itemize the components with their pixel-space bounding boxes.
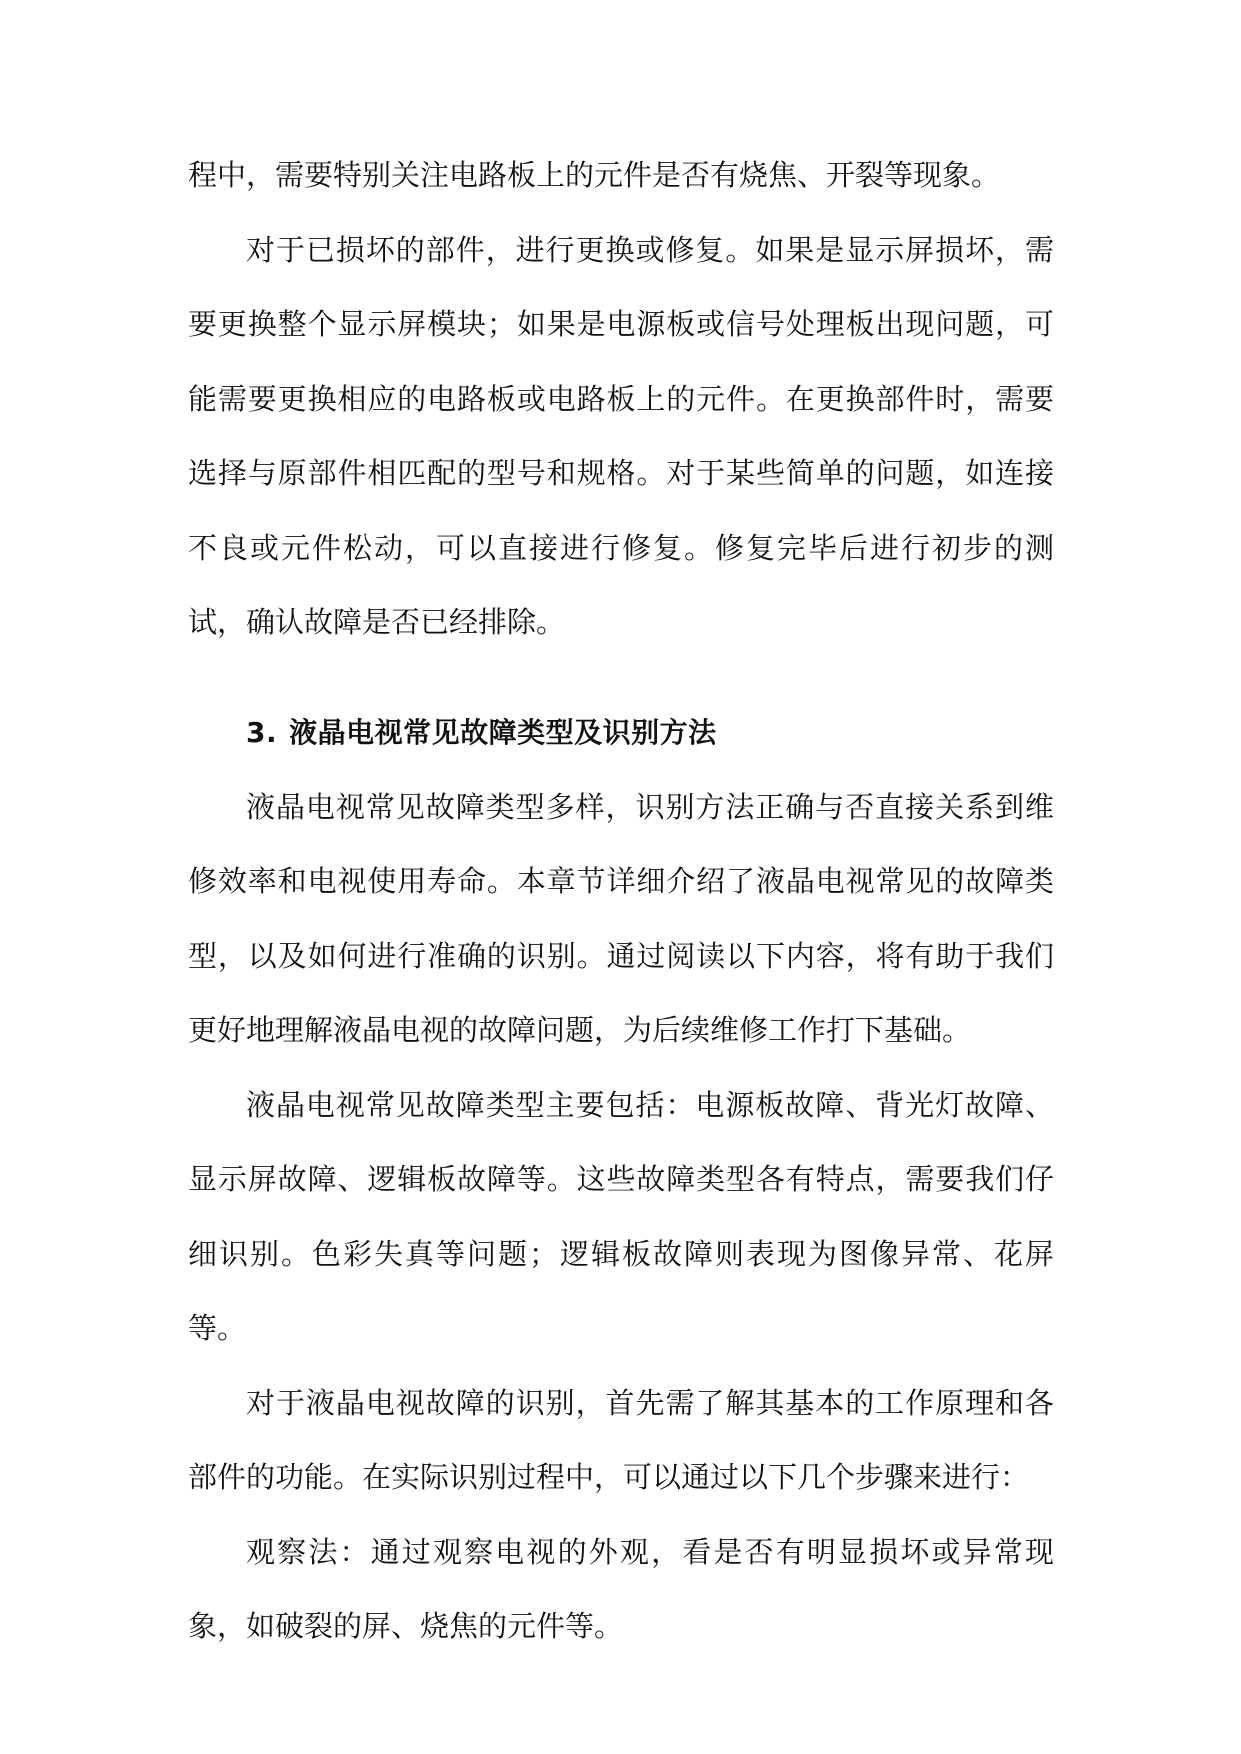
paragraph-identification-steps: 对于液晶电视故障的识别，首先需了解其基本的工作原理和各部件的功能。在实际识别过程中，可以通过以下几个步骤来进行： [188,1385,1054,1494]
paragraph-fault-types: 液晶电视常见故障类型主要包括：电源板故障、背光灯故障、显示屏故障、逻辑板故障等。这些故障类型各有特点，需要我们仔细识别。色彩失真等问题；逻辑板故障则表现为图像异常、花屏等。 [188,1087,1054,1345]
paragraph-continuation: 程中，需要特别关注电路板上的元件是否有烧焦、开裂等现象。 [188,158,1001,192]
paragraph-observation-method: 观察法：通过观察电视的外观，看是否有明显损坏或异常现象，如破裂的屏、烧焦的元件等。 [188,1534,1054,1643]
section-spacer [188,660,1054,696]
paragraph-repair-replacement: 对于已损坏的部件，进行更换或修复。如果是显示屏损坏，需要更换整个显示屏模块；如果是电源板或信号处理板出现问题，可能需要更换相应的电路板或电路板上的元件。在更换部件时，需要选择与原部件相匹配的型号和规格。对于某些简单的问题，如连接不良或元件松动，可以直接进行修复。修复完毕后进行初步的测试，确认故障是否已经排除。 [188,232,1054,639]
section-number: 3. [246,715,278,749]
paragraph-intro: 液晶电视常见故障类型多样，识别方法正确与否直接关系到维修效率和电视使用寿命。本章节详细介绍了液晶电视常见的故障类型，以及如何进行准确的识别。通过阅读以下内容，将有助于我们更好地理解液晶电视的故障问题，为后续维修工作打下基础。 [188,789,1054,1047]
section-heading [188,696,1054,770]
document-page [188,138,1054,1664]
section-title: 液晶电视常见故障类型及识别方法 [289,715,717,749]
